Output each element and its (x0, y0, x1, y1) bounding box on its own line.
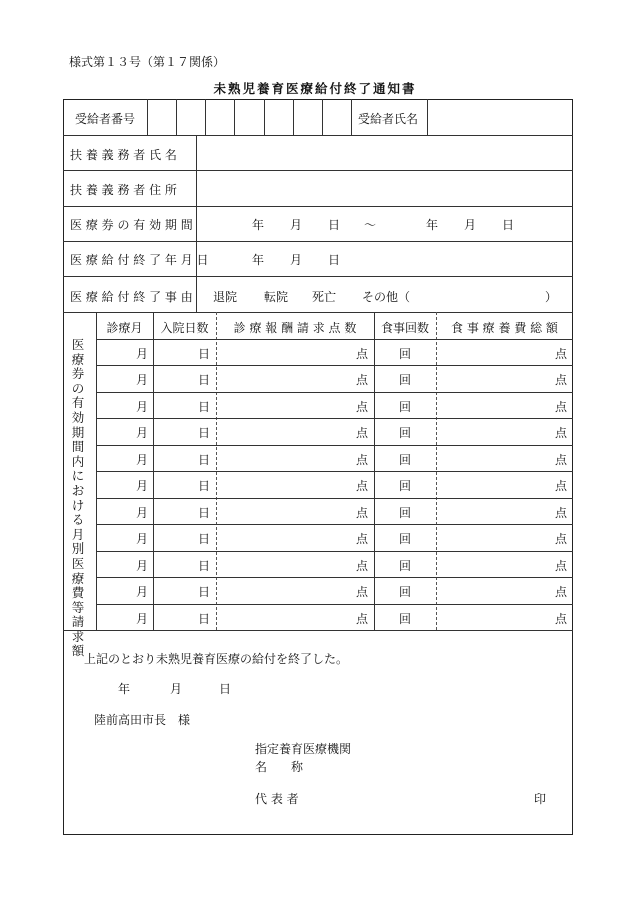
seal-mark: 印 (534, 792, 547, 806)
recipient-number-label: 受給者番号 (75, 112, 136, 126)
row-fee-unit: 点 (554, 373, 567, 388)
row-line (63, 135, 573, 136)
end-day: 日 (328, 253, 341, 267)
row-point-unit: 点 (355, 585, 368, 600)
row-month-unit: 月 (135, 611, 148, 626)
row-times-unit: 回 (398, 585, 411, 600)
row-day-unit: 日 (197, 373, 210, 388)
statement: 上記のとおり未熟児養育医療の給付を終了した。 (84, 652, 349, 666)
digit-box-divider (351, 99, 352, 135)
representative-label: 代 表 者 (255, 792, 299, 806)
header-meal-fee: 食 事 療 養 費 総 額 (451, 321, 558, 335)
end-month: 月 (290, 253, 303, 267)
row-fee-unit: 点 (554, 452, 567, 467)
row-month-unit: 月 (135, 558, 148, 573)
divider (427, 99, 428, 135)
row-point-unit: 点 (355, 611, 368, 626)
digit-box-divider (322, 99, 323, 135)
end-year: 年 (252, 253, 265, 267)
row-line (96, 365, 573, 366)
addressee: 陸前高田市長 様 (94, 713, 191, 727)
row-day-unit: 日 (197, 452, 210, 467)
row-fee-unit: 点 (554, 479, 567, 494)
form-number: 様式第１３号（第１７関係） (69, 55, 226, 69)
row-point-unit: 点 (355, 558, 368, 573)
row-times-unit: 回 (398, 505, 411, 520)
header-meals: 食事回数 (380, 321, 429, 335)
reason-close: ） (545, 290, 558, 304)
row-times-unit: 回 (398, 347, 411, 361)
header-days: 入院日数 (160, 321, 209, 335)
period-year-end: 年 (426, 218, 439, 232)
row-point-unit: 点 (355, 452, 368, 467)
period-day-end: 日 (502, 218, 515, 232)
row-fee-unit: 点 (554, 347, 567, 361)
date-year: 年 (118, 682, 131, 696)
row-line (96, 339, 573, 340)
guardian-name-label: 扶 養 義 務 者 氏 名 (70, 148, 177, 162)
row-day-unit: 日 (197, 399, 210, 414)
row-line (96, 524, 573, 525)
reason-leave: 退院 (213, 290, 238, 304)
institution-name-label: 名 称 (255, 760, 304, 774)
row-day-unit: 日 (197, 558, 210, 573)
document-title: 未熟児養育医療給付終了通知書 (213, 81, 417, 96)
row-point-unit: 点 (355, 347, 368, 361)
row-fee-unit: 点 (554, 558, 567, 573)
digit-box-divider (176, 99, 177, 135)
row-times-unit: 回 (398, 373, 411, 388)
period-year: 年 (252, 218, 265, 232)
row-month-unit: 月 (135, 452, 148, 467)
row-month-unit: 月 (135, 479, 148, 494)
row-point-unit: 点 (355, 399, 368, 414)
period-month: 月 (290, 218, 303, 232)
row-point-unit: 点 (355, 479, 368, 494)
row-point-unit: 点 (355, 532, 368, 547)
row-times-unit: 回 (398, 558, 411, 573)
row-times-unit: 回 (398, 399, 411, 414)
date-month: 月 (170, 682, 183, 696)
row-times-unit: 回 (398, 426, 411, 441)
row-day-unit: 日 (197, 505, 210, 520)
row-line (96, 551, 573, 552)
guardian-address-label: 扶 養 義 務 者 住 所 (70, 183, 177, 197)
row-times-unit: 回 (398, 479, 411, 494)
row-line (96, 392, 573, 393)
digit-box-divider (264, 99, 265, 135)
row-month-unit: 月 (135, 399, 148, 414)
row-month-unit: 月 (135, 532, 148, 547)
end-reason-label: 医 療 給 付 終 了 事 由 (70, 290, 193, 304)
row-line (63, 630, 573, 631)
row-month-unit: 月 (135, 505, 148, 520)
ticket-period-label: 医 療 券 の 有 効 期 間 (70, 218, 193, 232)
row-line (63, 312, 573, 313)
row-day-unit: 日 (197, 426, 210, 441)
row-point-unit: 点 (355, 373, 368, 388)
row-fee-unit: 点 (554, 532, 567, 547)
row-day-unit: 日 (197, 532, 210, 547)
row-point-unit: 点 (355, 505, 368, 520)
digit-box-divider (234, 99, 235, 135)
row-times-unit: 回 (398, 532, 411, 547)
row-month-unit: 月 (135, 373, 148, 388)
reason-death: 死亡 (312, 290, 337, 304)
reason-other: その他（ (362, 290, 411, 304)
reason-transfer: 転院 (264, 290, 289, 304)
row-point-unit: 点 (355, 426, 368, 441)
row-line (96, 471, 573, 472)
row-fee-unit: 点 (554, 611, 567, 626)
row-line (96, 418, 573, 419)
row-line (96, 577, 573, 578)
digit-box-divider (205, 99, 206, 135)
date-day: 日 (219, 682, 232, 696)
monthly-side-label: 医療券の有効期間内における月別医療費等請求額 (71, 337, 85, 659)
row-fee-unit: 点 (554, 426, 567, 441)
row-fee-unit: 点 (554, 585, 567, 600)
row-line (63, 206, 573, 207)
row-day-unit: 日 (197, 347, 210, 361)
divider (147, 99, 148, 135)
row-times-unit: 回 (398, 611, 411, 626)
end-date-label: 医 療 給 付 終 了 年 月 日 (70, 253, 209, 267)
digit-box-divider (293, 99, 294, 135)
period-day: 日 (328, 218, 341, 232)
row-month-unit: 月 (135, 585, 148, 600)
row-day-unit: 日 (197, 611, 210, 626)
row-line (63, 276, 573, 277)
row-line (96, 604, 573, 605)
row-line (63, 241, 573, 242)
row-day-unit: 日 (197, 585, 210, 600)
row-month-unit: 月 (135, 426, 148, 441)
header-points: 診 療 報 酬 請 求 点 数 (233, 321, 357, 335)
period-tilde: ～ (364, 218, 377, 232)
row-times-unit: 回 (398, 452, 411, 467)
label-divider (196, 135, 197, 312)
period-month-end: 月 (464, 218, 477, 232)
institution-label: 指定養育医療機関 (255, 742, 352, 756)
row-day-unit: 日 (197, 479, 210, 494)
row-line (96, 445, 573, 446)
row-fee-unit: 点 (554, 399, 567, 414)
header-month: 診療月 (106, 321, 143, 335)
row-line (96, 498, 573, 499)
row-line (63, 170, 573, 171)
row-month-unit: 月 (135, 347, 148, 361)
row-fee-unit: 点 (554, 505, 567, 520)
recipient-name-label: 受給者氏名 (358, 112, 419, 126)
